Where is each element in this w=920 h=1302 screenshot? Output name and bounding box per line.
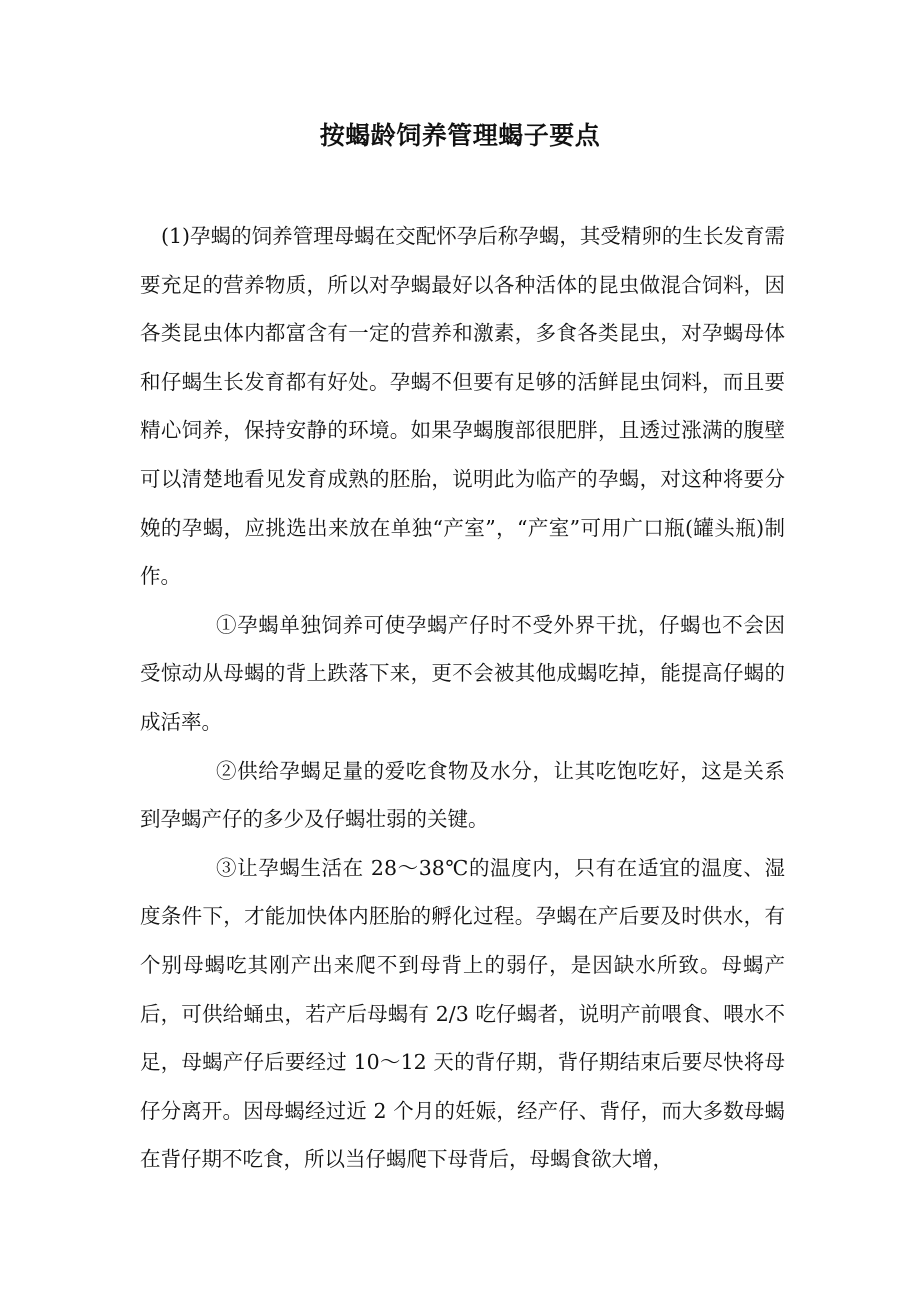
paragraph-point-1: ①孕蝎单独饲养可使孕蝎产仔时不受外界干扰，仔蝎也不会因受惊动从母蝎的背上跌落下来，更不会被其他成蝎吃掉，能提高仔蝎的成活率。 — [140, 612, 785, 734]
document-body — [140, 212, 785, 1184]
paragraph-pregnant-scorpion-care: (1)孕蝎的饲养管理母蝎在交配怀孕后称孕蝎，其受精卵的生长发育需要充足的营养物质，所以对孕蝎最好以各种活体的昆虫做混合饲料，因各类昆虫体内都富含有一定的营养和激素，多食各类昆虫，对孕蝎母体和仔蝎生长发育都有好处。孕蝎不但要有足够的活鲜昆虫饲料，而且要精心饲养，保持安静的环境。如果孕蝎腹部很肥胖，且透过涨满的腹壁可以清楚地看见发育成熟的胚胎，说明此为临产的孕蝎，对这种将要分娩的孕蝎，应挑选出来放在单独“产室”，“产室”可用广口瓶(罐头瓶)制作。 — [140, 224, 785, 589]
paragraph-point-3: ③让孕蝎生活在 28～38℃的温度内，只有在适宜的温度、湿度条件下，才能加快体内胚胎的孵化过程。孕蝎在产后要及时供水，有个别母蝎吃其刚产出来爬不到母背上的弱仔，是因缺水所致。母蝎产后，可供给蛹虫，若产后母蝎有 2/3 吃仔蝎者，说明产前喂食、喂水不足，母蝎产仔后要经过 10～12 天的背仔期，背仔期结束后要尽快将母仔分离开。因母蝎经过近 2 个月的妊娠，经产仔、背仔，而大多数母蝎在背仔期不吃食，所以当仔蝎爬下母背后，母蝎食欲大增， — [140, 855, 785, 1172]
paragraph-point-2: ②供给孕蝎足量的爱吃食物及水分，让其吃饱吃好，这是关系到孕蝎产仔的多少及仔蝎壮弱的关键。 — [140, 758, 785, 832]
document-title: 按蝎龄饲养管理蝎子要点 — [319, 121, 601, 150]
